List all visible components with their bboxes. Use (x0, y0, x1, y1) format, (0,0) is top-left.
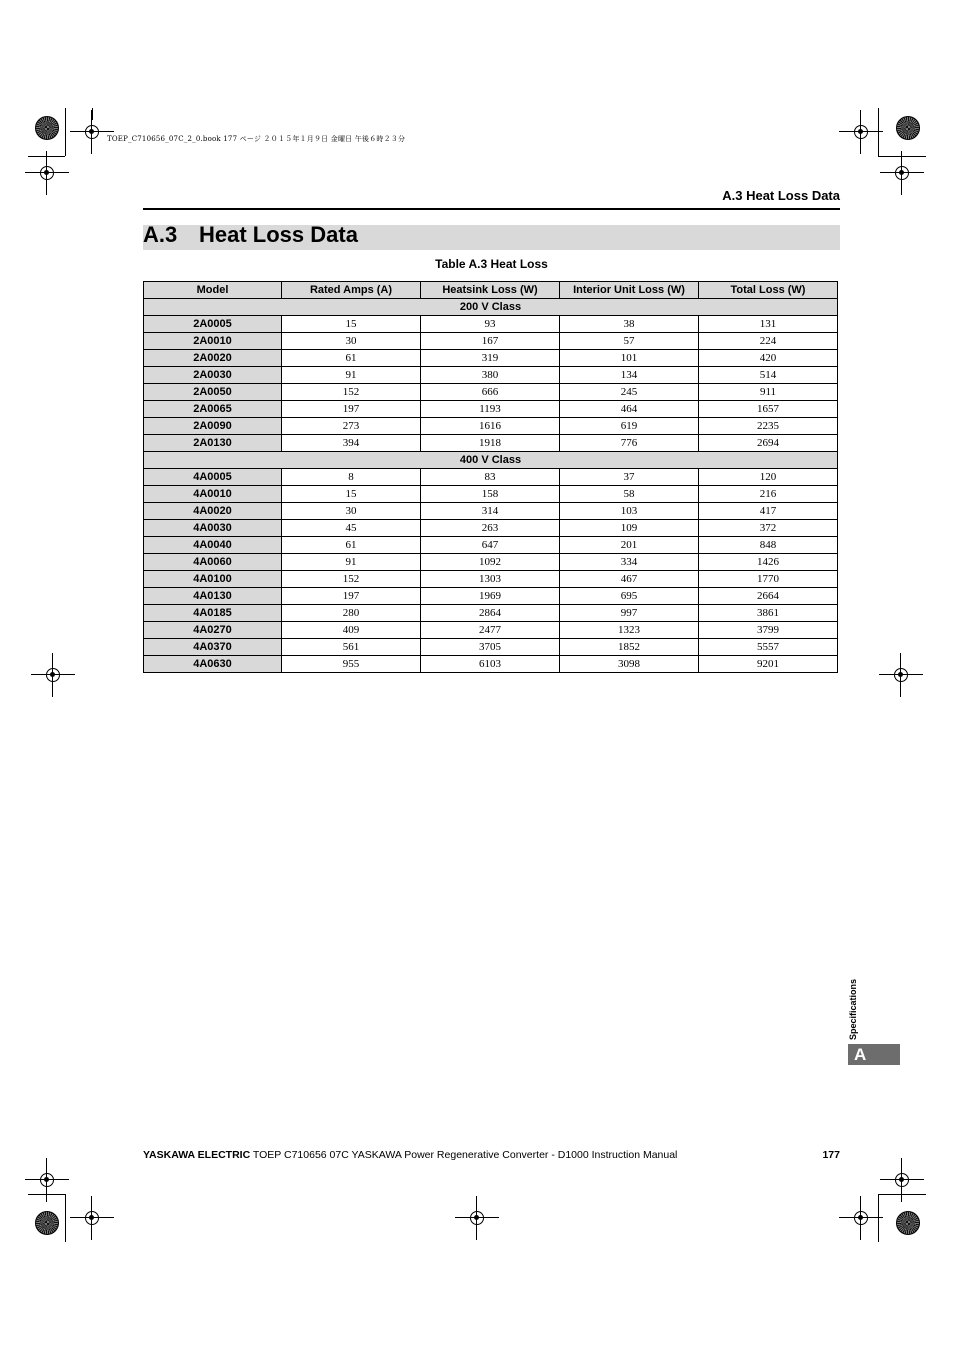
table-row (144, 571, 838, 588)
table-row (144, 588, 838, 605)
model-cell: 2A0020 (144, 350, 282, 367)
crop-line (878, 1194, 926, 1195)
model-cell: 4A0040 (144, 537, 282, 554)
value-cell: 61 (282, 537, 421, 554)
value-cell: 167 (421, 333, 560, 350)
class-group-row (144, 299, 838, 316)
side-tab-letter: A (848, 1044, 900, 1065)
value-cell: 131 (699, 316, 838, 333)
table-row (144, 605, 838, 622)
table-row (144, 418, 838, 435)
column-header: Model (144, 282, 282, 299)
value-cell: 1323 (560, 622, 699, 639)
crop-line (28, 156, 65, 157)
value-cell: 1657 (699, 401, 838, 418)
value-cell: 997 (560, 605, 699, 622)
value-cell: 263 (421, 520, 560, 537)
model-cell: 2A0010 (144, 333, 282, 350)
value-cell: 776 (560, 435, 699, 452)
registration-disc-icon (896, 116, 920, 140)
value-cell: 372 (699, 520, 838, 537)
value-cell: 57 (560, 333, 699, 350)
registration-mark-icon (849, 120, 873, 144)
table-row (144, 520, 838, 537)
crop-line (878, 108, 879, 156)
running-head: A.3 Heat Loss Data (722, 188, 840, 203)
page-number: 177 (822, 1149, 840, 1161)
section-title-text: Heat Loss Data (199, 222, 358, 247)
registration-mark-icon (889, 663, 913, 687)
value-cell: 911 (699, 384, 838, 401)
table-row (144, 401, 838, 418)
value-cell: 1770 (699, 571, 838, 588)
model-cell: 2A0030 (144, 367, 282, 384)
table-row (144, 503, 838, 520)
model-cell: 4A0010 (144, 486, 282, 503)
value-cell: 15 (282, 316, 421, 333)
model-cell: 2A0050 (144, 384, 282, 401)
value-cell: 1852 (560, 639, 699, 656)
value-cell: 1303 (421, 571, 560, 588)
value-cell: 15 (282, 486, 421, 503)
model-cell: 2A0130 (144, 435, 282, 452)
value-cell: 3861 (699, 605, 838, 622)
value-cell: 417 (699, 503, 838, 520)
value-cell: 647 (421, 537, 560, 554)
value-cell: 91 (282, 367, 421, 384)
value-cell: 1969 (421, 588, 560, 605)
model-cell: 2A0065 (144, 401, 282, 418)
column-header: Heatsink Loss (W) (421, 282, 560, 299)
crop-line (28, 1194, 65, 1195)
value-cell: 37 (560, 469, 699, 486)
footer-brand: YASKAWA ELECTRIC (143, 1149, 251, 1161)
model-cell: 4A0630 (144, 656, 282, 673)
value-cell: 848 (699, 537, 838, 554)
table-row (144, 367, 838, 384)
registration-mark-icon (890, 1168, 914, 1192)
value-cell: 314 (421, 503, 560, 520)
table-body (144, 299, 838, 673)
value-cell: 619 (560, 418, 699, 435)
heat-loss-table (143, 281, 838, 673)
registration-mark-icon (35, 1168, 59, 1192)
value-cell: 2235 (699, 418, 838, 435)
registration-mark-icon (35, 161, 59, 185)
crop-line (878, 156, 926, 157)
voltage-class-label: 400 V Class (144, 452, 838, 469)
registration-disc-icon (896, 1211, 920, 1235)
value-cell: 158 (421, 486, 560, 503)
value-cell: 134 (560, 367, 699, 384)
value-cell: 201 (560, 537, 699, 554)
value-cell: 695 (560, 588, 699, 605)
section-title (143, 222, 358, 248)
crop-line (65, 108, 66, 156)
value-cell: 561 (282, 639, 421, 656)
value-cell: 2864 (421, 605, 560, 622)
value-cell: 467 (560, 571, 699, 588)
model-cell: 4A0130 (144, 588, 282, 605)
table-row (144, 350, 838, 367)
registration-mark-icon (80, 1206, 104, 1230)
value-cell: 334 (560, 554, 699, 571)
value-cell: 1918 (421, 435, 560, 452)
table-header-row (144, 282, 838, 299)
value-cell: 61 (282, 350, 421, 367)
voltage-class-label: 200 V Class (144, 299, 838, 316)
value-cell: 2477 (421, 622, 560, 639)
value-cell: 464 (560, 401, 699, 418)
value-cell: 30 (282, 333, 421, 350)
crop-line (92, 108, 93, 120)
value-cell: 409 (282, 622, 421, 639)
value-cell: 2694 (699, 435, 838, 452)
crop-line (878, 1194, 879, 1242)
value-cell: 224 (699, 333, 838, 350)
table-row (144, 639, 838, 656)
table-row (144, 554, 838, 571)
class-group-row (144, 452, 838, 469)
registration-mark-icon (849, 1206, 873, 1230)
value-cell: 93 (421, 316, 560, 333)
registration-disc-icon (35, 116, 59, 140)
registration-disc-icon (35, 1211, 59, 1235)
page-footer (143, 1149, 840, 1161)
value-cell: 245 (560, 384, 699, 401)
value-cell: 30 (282, 503, 421, 520)
value-cell: 955 (282, 656, 421, 673)
value-cell: 1426 (699, 554, 838, 571)
table-row (144, 486, 838, 503)
value-cell: 3098 (560, 656, 699, 673)
model-cell: 4A0020 (144, 503, 282, 520)
table-row (144, 656, 838, 673)
registration-mark-icon (465, 1206, 489, 1230)
column-header: Total Loss (W) (699, 282, 838, 299)
value-cell: 273 (282, 418, 421, 435)
value-cell: 58 (560, 486, 699, 503)
model-cell: 4A0100 (144, 571, 282, 588)
model-cell: 4A0060 (144, 554, 282, 571)
value-cell: 3799 (699, 622, 838, 639)
value-cell: 380 (421, 367, 560, 384)
registration-mark-icon (80, 120, 104, 144)
header-rule (143, 208, 840, 210)
model-cell: 4A0370 (144, 639, 282, 656)
value-cell: 91 (282, 554, 421, 571)
model-cell: 4A0185 (144, 605, 282, 622)
table-row (144, 622, 838, 639)
value-cell: 197 (282, 401, 421, 418)
section-number: A.3 (143, 222, 178, 247)
value-cell: 3705 (421, 639, 560, 656)
model-cell: 4A0270 (144, 622, 282, 639)
column-header: Interior Unit Loss (W) (560, 282, 699, 299)
model-cell: 4A0005 (144, 469, 282, 486)
table-row (144, 316, 838, 333)
value-cell: 120 (699, 469, 838, 486)
value-cell: 280 (282, 605, 421, 622)
value-cell: 319 (421, 350, 560, 367)
value-cell: 152 (282, 384, 421, 401)
value-cell: 45 (282, 520, 421, 537)
table-row (144, 333, 838, 350)
value-cell: 197 (282, 588, 421, 605)
value-cell: 216 (699, 486, 838, 503)
value-cell: 6103 (421, 656, 560, 673)
column-header: Rated Amps (A) (282, 282, 421, 299)
value-cell: 5557 (699, 639, 838, 656)
value-cell: 394 (282, 435, 421, 452)
value-cell: 83 (421, 469, 560, 486)
book-file-line: TOEP_C710656_07C_2_0.book 177 ページ ２０１５年１月９日 金曜日 午後６時２３分 (107, 135, 406, 143)
value-cell: 2664 (699, 588, 838, 605)
value-cell: 1616 (421, 418, 560, 435)
registration-mark-icon (41, 663, 65, 687)
value-cell: 152 (282, 571, 421, 588)
value-cell: 8 (282, 469, 421, 486)
value-cell: 9201 (699, 656, 838, 673)
table-caption: Table A.3 Heat Loss (435, 257, 548, 271)
value-cell: 666 (421, 384, 560, 401)
table-row (144, 537, 838, 554)
model-cell: 4A0030 (144, 520, 282, 537)
footer-manual-title: TOEP C710656 07C YASKAWA Power Regenerative Converter - D1000 Instruction Manual (250, 1149, 678, 1161)
table-row (144, 384, 838, 401)
value-cell: 420 (699, 350, 838, 367)
value-cell: 109 (560, 520, 699, 537)
table-row (144, 435, 838, 452)
value-cell: 101 (560, 350, 699, 367)
registration-mark-icon (890, 161, 914, 185)
value-cell: 38 (560, 316, 699, 333)
model-cell: 2A0005 (144, 316, 282, 333)
side-tab-label: Specifications (848, 978, 858, 1040)
value-cell: 1092 (421, 554, 560, 571)
table-row (144, 469, 838, 486)
model-cell: 2A0090 (144, 418, 282, 435)
value-cell: 514 (699, 367, 838, 384)
value-cell: 1193 (421, 401, 560, 418)
crop-line (65, 1194, 66, 1242)
value-cell: 103 (560, 503, 699, 520)
